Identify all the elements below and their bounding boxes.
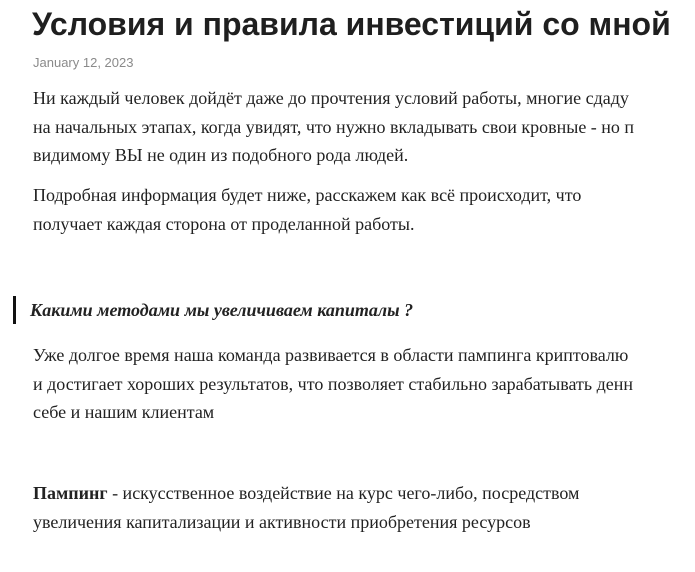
pumping-line-1 xyxy=(33,479,579,508)
pumping-term: Пампинг xyxy=(33,483,108,503)
details-paragraph xyxy=(33,181,581,238)
pumping-definition-text: - искусственное воздействие на курс чего-либо, посредством xyxy=(107,483,580,503)
methods-line: Уже долгое время наша команда развивается в области пампинга криптовалю xyxy=(33,345,629,365)
methods-paragraph xyxy=(33,341,633,427)
intro-line: на начальных этапах, когда увидят, что нужно вкладывать свои кровные - но п xyxy=(33,116,635,137)
blockquote-bar xyxy=(13,296,16,324)
pumping-line-2: увеличения капитализации и активности приобретения ресурсов xyxy=(33,511,531,532)
methods-line: себе и нашим клиентам xyxy=(33,402,215,422)
methods-line: и достигает хороших результатов, что позволяет стабильно зарабатывать денн xyxy=(33,373,634,394)
methods-heading: Какими методами мы увеличиваем капиталы ? xyxy=(30,300,414,320)
publish-date: January 12, 2023 xyxy=(33,55,134,70)
intro-line: Ни каждый человек дойдёт даже до прочтения условий работы, многие сдаду xyxy=(33,88,629,108)
intro-paragraph xyxy=(33,84,634,170)
article-title: Условия и правила инвестиций со мной xyxy=(32,6,671,42)
intro-line: видимому ВЫ не один из подобного рода людей. xyxy=(33,145,409,165)
pumping-definition xyxy=(33,479,579,536)
details-line: получает каждая сторона от проделанной работы. xyxy=(33,213,415,234)
details-line: Подробная информация будет ниже, расскажем как всё происходит, что xyxy=(33,185,582,205)
